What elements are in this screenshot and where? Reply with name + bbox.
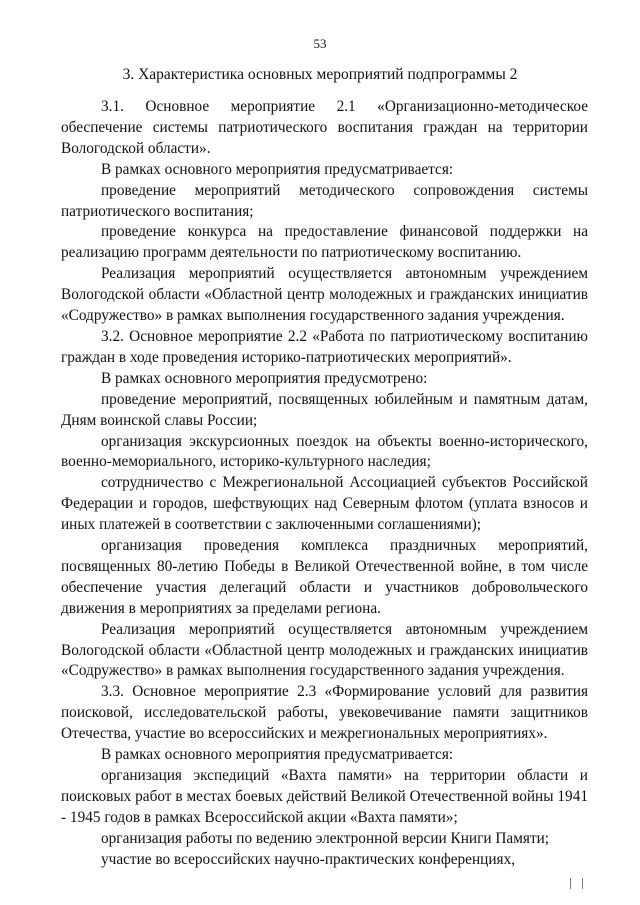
page-number: 53 — [313, 36, 327, 51]
paragraph-3-3: 3.3. Основное мероприятие 2.3 «Формирование условий для развития поисковой, исследовательской работы, увековечивание памяти защитников Отечества, участие во всероссийских и межрегиональных мероприятиях». — [61, 683, 588, 743]
paragraph-3-2: 3.2. Основное мероприятие 2.2 «Работа по патриотическому воспитанию граждан в ходе проведения историко-патриотических мероприятий». — [61, 327, 588, 366]
list-item: проведение мероприятий методического сопровождения системы патриотического воспитания; — [61, 181, 588, 220]
scan-mark — [570, 878, 571, 889]
list-item: организация проведения комплекса праздничных мероприятий, посвященных 80-летию Победы в Великой Отечественной войне, в том числе обеспечение участия делегаций области и участников добровольческого движения в мероприятиях за пределами региона. — [61, 537, 588, 617]
list-item: проведение конкурса на предоставление финансовой поддержки на реализацию программ деятельности по патриотическому воспитанию. — [61, 223, 588, 262]
list-item: организация экспедиций «Вахта памяти» на территории области и поисковых работ в местах боевых действий Великой Отечественной войны 1941 - 1945 годов в рамках Всероссийской акции «Вахта памяти»; — [61, 767, 588, 826]
list-item: участие во всероссийских научно-практических конференциях, — [101, 850, 516, 868]
list-item: сотрудничество с Межрегиональной Ассоциацией субъектов Российской Федерации и городов, шефствующих над Северным флотом (уплата взносов и иных платежей в соответствии с заключенными соглашениями); — [61, 474, 588, 534]
paragraph: Реализация мероприятий осуществляется автономным учреждением Вологодской области «Областной центр молодежных и гражданских инициатив «Содружество» в рамках выполнения государственного задания учреждения. — [61, 620, 588, 680]
section-title: 3. Характеристика основных мероприятий подпрограммы 2 — [122, 66, 518, 83]
paragraph: В рамках основного мероприятия предусматривается: — [101, 746, 454, 764]
paragraph: Реализация мероприятий осуществляется автономным учреждением Вологодской области «Областной центр молодежных и гражданских инициатив «Содружество» в рамках выполнения государственного задания учреждения. — [61, 265, 588, 325]
list-item: организация работы по ведению электронной версии Книги Памяти; — [101, 829, 550, 847]
paragraph-3-1: 3.1. Основное мероприятие 2.1 «Организационно-методическое обеспечение системы патриотического воспитания граждан на территории Вологодской области». — [61, 98, 588, 157]
body-text — [61, 97, 588, 871]
list-item: организация экскурсионных поездок на объекты военно-исторического, военно-мемориального, историко-культурного наследия; — [61, 432, 588, 471]
paragraph: В рамках основного мероприятия предусмотрено: — [101, 369, 428, 387]
list-item: проведение мероприятий, посвященных юбилейным и памятным датам, Дням воинской славы России; — [61, 390, 588, 429]
paragraph: В рамках основного мероприятия предусматривается: — [101, 160, 454, 178]
scan-mark — [582, 878, 583, 889]
